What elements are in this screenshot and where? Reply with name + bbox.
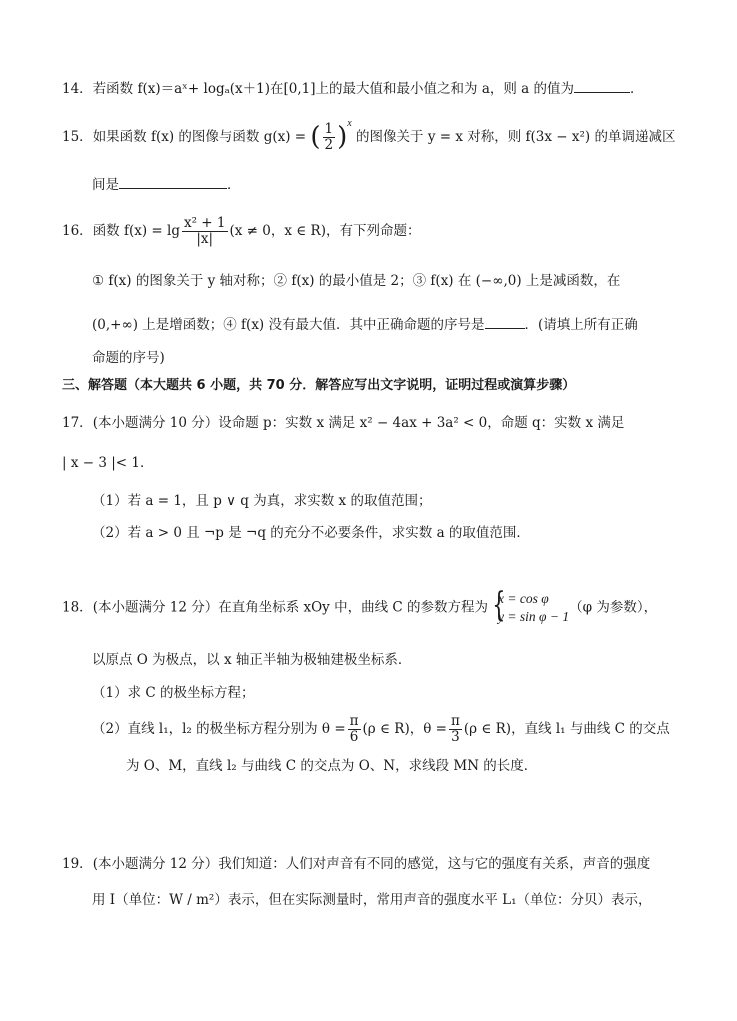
question-number: 17． [62,415,93,431]
question-15: 15．如果函数 f(x) 的图像与函数 g(x) = ( $\frac{1}{2}$ )$^x$ 的图像关于 y = x 对称，则 f(3x − x²) 的单调递减区 [62,117,676,154]
answer-blank[interactable] [119,176,227,189]
question-number: 15． [62,129,93,146]
question-number: 16． [62,222,93,239]
question-18-part2-line2: 为 O、M，直线 l₂ 与曲线 C 的交点为 O、N，求线段 MN 的长度． [126,758,538,774]
fraction: $\frac{\pi}{3}$ [450,713,460,745]
answer-blank[interactable] [485,316,525,329]
question-16-line2: ① f(x) 的图象关于 y 轴对称；② f(x) 的最小值是 2；③ f(x) 在 (−∞,0) 上是减函数，在 [92,273,621,289]
question-number: 19． [62,856,93,872]
answer-blank[interactable] [574,80,630,93]
question-14: 14．若函数 f(x)＝aˣ+ logₐ(x＋1)在[0,1]上的最大值和最小值之和为 a，则 a 的值为 ． [62,81,644,97]
question-18-line2: 以原点 O 为极点，以 x 轴正半轴为极轴建极坐标系． [92,652,412,668]
question-19-line2: 用 I（单位：W / m²）表示，但在实际测量时，常用声音的强度水平 L₁（单位：分贝）表示， [92,892,652,908]
question-16-line4: 命题的序号) [92,350,165,366]
question-number: 14． [62,81,93,97]
question-number: 18． [62,599,93,616]
section-heading: 三、解答题（本大题共 6 小题，共 70 分．解答应写出文字说明，证明过程或演算步骤） [62,378,576,393]
question-17-part2: （2）若 a > 0 且 ¬p 是 ¬q 的充分不必要条件，求实数 a 的取值范围． [92,525,530,541]
question-16: 16．函数 f(x) = lg $\frac{\text{x² + 1}}{|x|}$ (x ≠ 0，x ∈ R)，有下列命题： [62,215,421,247]
question-16-line3: (0,+∞) 上是增函数；④ f(x) 没有最大值．其中正确命题的序号是 ．(请填上所有正确 [92,317,638,333]
question-17: 17．(本小题满分 10 分）设命题 p：实数 x 满足 x² − 4ax + 3a² < 0，命题 q：实数 x 满足 [62,415,625,431]
question-15-line2: 间是 ． [92,177,241,193]
question-18-part1: （1）求 C 的极坐标方程； [92,685,255,701]
fraction: $\frac{\pi}{6}$ [349,713,359,745]
fraction: $\frac{\text{x² + 1}}{|x|}$ [183,215,226,247]
parametric-system: { x = cos φ y = sin φ − 1 [492,585,570,625]
question-19: 19．(本小题满分 12 分）我们知道：人们对声音有不同的感觉，这与它的强度有关系，声音的强度 [62,856,651,872]
question-17-part1: （1）若 a = 1，且 p ∨ q 为真，求实数 x 的取值范围； [92,493,432,509]
question-18-part2: （2）直线 l₁，l₂ 的极坐标方程分别为 θ = $\frac{\pi}{6}$ (ρ ∈ R)，θ = $\frac{\pi}{3}$ (ρ ∈ R)，直线 l₁ 与曲线 C 的交点 [92,713,670,745]
question-text: 若函数 f(x)＝aˣ+ logₐ(x＋1)在[0,1]上的最大值和最小值之和为 a，则 a 的值为 [92,81,575,97]
question-18: 18．(本小题满分 12 分）在直角坐标系 xOy 中，曲线 C 的参数方程为 { x = cos φ y = sin φ − 1 （φ 为参数）， [62,585,658,625]
fraction: $\frac{1}{2}$ [324,121,334,154]
question-17-line2: | x − 3 |< 1． [62,455,154,471]
